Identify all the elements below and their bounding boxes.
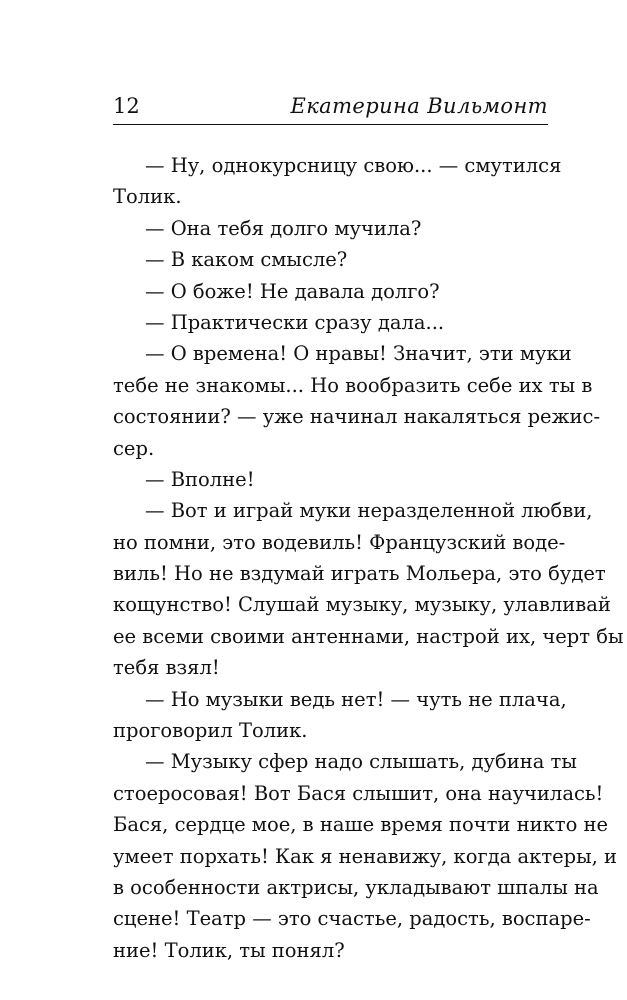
text-line: но помни, это водевиль! Французский воде- xyxy=(113,530,566,554)
text-line: умеет порхать! Как я ненавижу, когда актеры, и xyxy=(113,844,618,868)
text-line: состоянии? — уже начинал накаляться режис- xyxy=(113,405,601,429)
text-line: виль! Но не вздумай играть Мольера, это будет xyxy=(113,562,606,586)
text-line: проговорил Толик. xyxy=(113,719,308,743)
text-line: — О времена! О нравы! Значит, эти муки xyxy=(145,342,572,366)
text-line: — Практически сразу дала... xyxy=(145,310,445,334)
text-line: тебе не знакомы... Но вообразить себе их ты в xyxy=(113,373,593,397)
text-line: в особенности актрисы, укладывают шпалы на xyxy=(113,875,599,899)
text-line: тебя взял! xyxy=(113,656,220,680)
page-number: 12 xyxy=(113,94,140,118)
text-line: — Но музыки ведь нет! — чуть не плача, xyxy=(145,687,567,711)
text-line: — Ну, однокурсницу свою... — смутился xyxy=(145,154,562,177)
text-line: — Она тебя долго мучила? xyxy=(145,216,422,240)
text-line: ние! Толик, ты понял? xyxy=(113,938,345,962)
text-line: Бася, сердце мое, в наше время почти никто не xyxy=(113,813,609,837)
text-line: — В каком смысле? xyxy=(145,248,348,272)
text-line: сцене! Театр — это счастье, радость, воспаре- xyxy=(113,907,591,931)
text-line: Толик. xyxy=(113,185,182,209)
text-line: — Вот и играй муки неразделенной любви, xyxy=(145,499,593,523)
body-text xyxy=(113,150,624,966)
author-name: Екатерина Вильмонт xyxy=(290,94,548,118)
text-line: — О боже! Не давала долго? xyxy=(145,279,440,303)
text-line: — Музыку сфер надо слышать, дубина ты xyxy=(145,750,577,774)
text-line: — Вполне! xyxy=(145,467,255,491)
text-line: стоеросовая! Вот Бася слышит, она научилась! xyxy=(113,781,604,805)
text-line: кощунство! Слушай музыку, музыку, улавливай xyxy=(113,593,611,617)
text-line: ее всеми своими антеннами, настрой их, черт бы xyxy=(113,624,624,648)
text-line: сер. xyxy=(113,436,155,460)
running-header xyxy=(113,88,548,125)
